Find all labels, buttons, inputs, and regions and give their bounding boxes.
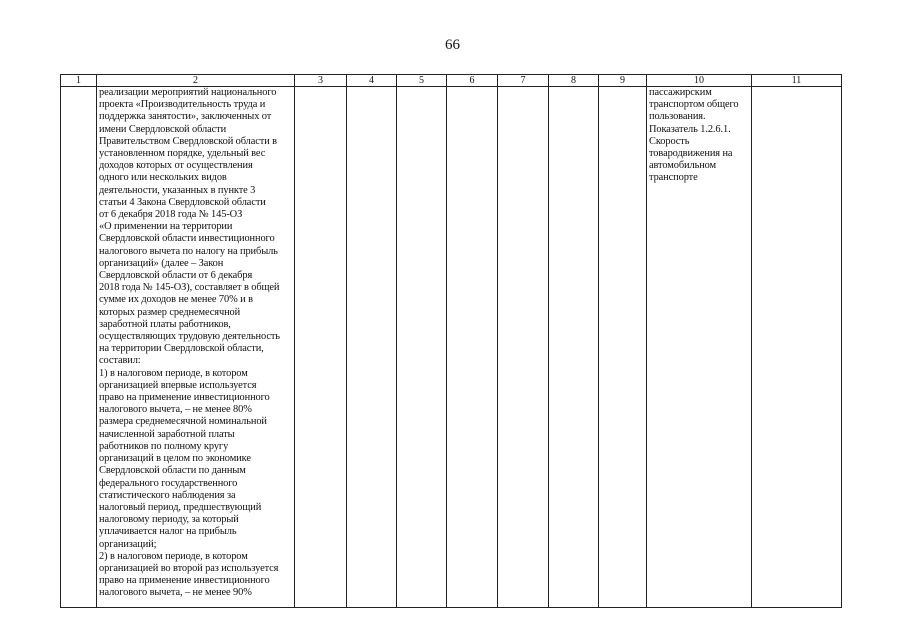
document-table: [60, 74, 842, 608]
cell-col-1: [61, 87, 97, 608]
column-header-11: 11: [752, 75, 842, 87]
column-header-7: 7: [498, 75, 549, 87]
column-header-4: 4: [347, 75, 397, 87]
cell-col-9: [599, 87, 647, 608]
column-header-3: 3: [295, 75, 347, 87]
column-header-6: 6: [447, 75, 498, 87]
column-header-10: 10: [647, 75, 752, 87]
column-header-5: 5: [397, 75, 447, 87]
cell-col-7: [498, 87, 549, 608]
cell-col-2-criteria: реализации мероприятий национального проекта «Производительность труда и поддержка занятости», заключенных от имени Свердловской области Правительством Свердловской области в установленном порядке, удельный вес доходов которых от осуществления одного или нескольких видов деятельности, указанных в пункте 3 статьи 4 Закона Свердловской области от 6 декабря 2018 года № 145-ОЗ «О применении на территории Свердловской области инвестиционного налогового вычета по налогу на прибыль организаций» (далее – Закон Свердловской области от 6 декабря 2018 года № 145-ОЗ), составляет в общей сумме их доходов не менее 70% и в которых размер среднемесячной заработной платы работников, осуществляющих трудовую деятельность на территории Свердловской области, составил: 1) в налоговом периоде, в котором организацией впервые используется право на применение инвестиционного налогового вычета, – не менее 80% размера среднемесячной номинальной начисленной заработной платы работников по полному кругу организаций в целом по экономике Свердловской области по данным федерального государственного статистического наблюдения за налоговый период, предшествующий налоговому периоду, за который уплачивается налог на прибыль организаций; 2) в налоговом периоде, в котором организацией во второй раз используется право на применение инвестиционного налогового вычета, – не менее 90%: [97, 87, 295, 608]
cell-col-4: [347, 87, 397, 608]
cell-col-10-indicator: пассажирским транспортом общего пользования. Показатель 1.2.6.1. Скорость товародвижения на автомобильном транспорте: [647, 87, 752, 608]
column-header-2: 2: [97, 75, 295, 87]
column-header-8: 8: [549, 75, 599, 87]
page-number: 66: [445, 37, 460, 53]
cell-col-3: [295, 87, 347, 608]
cell-col-8: [549, 87, 599, 608]
cell-col-5: [397, 87, 447, 608]
cell-col-6: [447, 87, 498, 608]
header-row: [61, 75, 842, 87]
column-header-1: 1: [61, 75, 97, 87]
column-header-9: 9: [599, 75, 647, 87]
cell-col-11: [752, 87, 842, 608]
table-row: [61, 87, 842, 608]
